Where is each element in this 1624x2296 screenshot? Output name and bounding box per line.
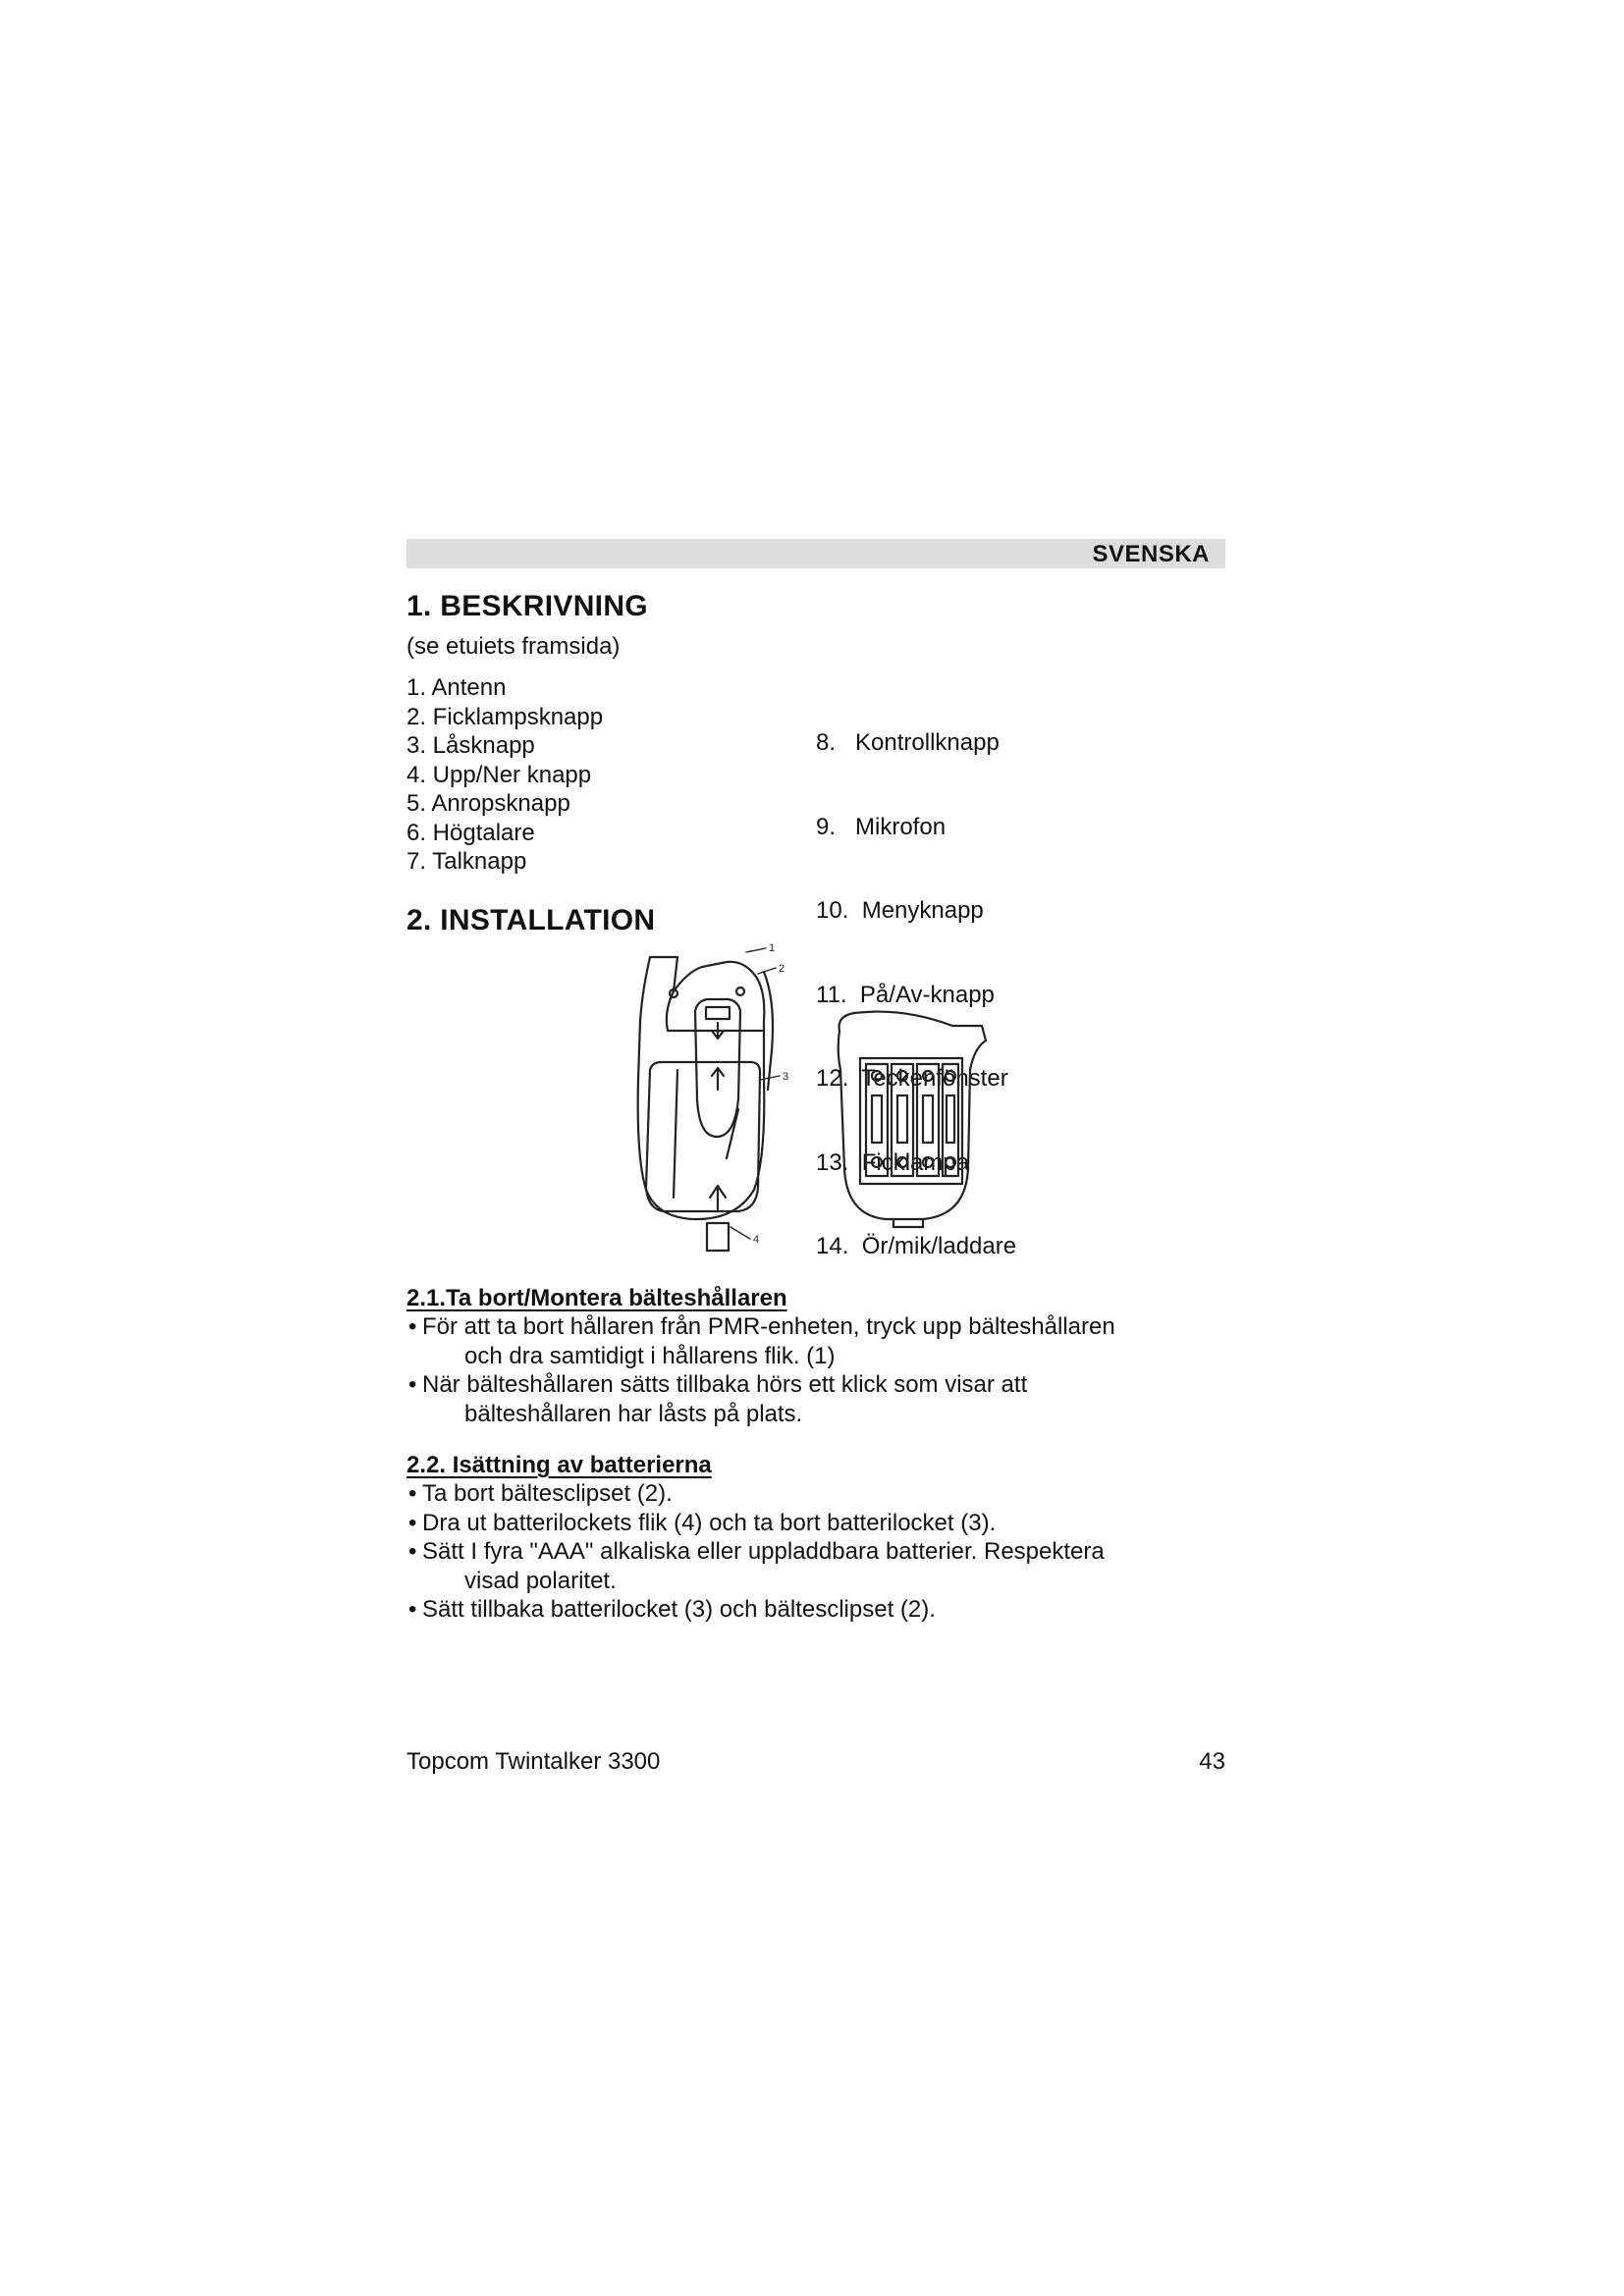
- footer-product: Topcom Twintalker 3300: [406, 1748, 661, 1775]
- subsection-2-1-list: [406, 1312, 1221, 1428]
- parts-list-left: [406, 673, 603, 877]
- list-item: 7. Talknapp: [406, 848, 527, 875]
- list-item: 1. Antenn: [406, 674, 507, 701]
- list-item: 8. Kontrollknapp: [816, 729, 1000, 756]
- list-item: 4. Upp/Ner knapp: [406, 761, 592, 788]
- figure-label-4: 4: [753, 1234, 760, 1246]
- language-bar: [406, 539, 1225, 568]
- bullet-text: Sätt tillbaka batterilocket (3) och bältesclipset (2).: [422, 1596, 936, 1623]
- list-item: 9. Mikrofon: [816, 813, 947, 840]
- bullet-text-continued: och dra samtidigt i hållarens flik. (1): [464, 1342, 836, 1369]
- list-item: [406, 1312, 1221, 1370]
- list-item: 5. Anropsknapp: [406, 790, 570, 817]
- list-item: 10. Menyknapp: [816, 897, 984, 924]
- list-item: 6. Högtalare: [406, 819, 535, 846]
- figure-label-3: 3: [783, 1071, 789, 1083]
- bullet-text: Sätt I fyra "AAA" alkaliska eller uppladdbara batterier. Respektera: [422, 1538, 1105, 1565]
- section-1-subtitle: (se etuiets framsida): [406, 633, 621, 660]
- figure-label-1: 1: [769, 942, 776, 954]
- list-item: [406, 1479, 1221, 1509]
- list-item: [406, 1537, 1221, 1595]
- list-item: 12. Teckenfönster: [816, 1065, 1008, 1092]
- list-item: [406, 1595, 1221, 1625]
- bullet-text: Ta bort bältesclipset (2).: [422, 1480, 673, 1507]
- page-number: 43: [1199, 1748, 1225, 1775]
- subsection-2-2-heading: 2.2. Isättning av batterierna: [406, 1452, 712, 1478]
- list-item: 11. På/Av-knapp: [816, 981, 995, 1008]
- section-2-heading: 2. INSTALLATION: [406, 904, 656, 936]
- list-item: [406, 1370, 1221, 1428]
- bullet-text: För att ta bort hållaren från PMR-enheten, tryck upp bälteshållaren: [422, 1313, 1115, 1340]
- figure-label-2: 2: [779, 963, 785, 975]
- section-1-heading: 1. BESKRIVNING: [406, 590, 648, 622]
- list-item: 2. Ficklampsknapp: [406, 703, 604, 730]
- subsection-2-1-heading: 2.1.Ta bort/Montera bälteshållaren: [406, 1285, 787, 1311]
- list-item: 3. Låsknapp: [406, 732, 535, 759]
- subsection-2-2-list: [406, 1479, 1221, 1625]
- list-item: 14. Ör/mik/laddare: [816, 1233, 1017, 1259]
- list-item: [406, 1509, 1221, 1538]
- bullet-text: Dra ut batterilockets flik (4) och ta bort batterilocket (3).: [422, 1509, 997, 1536]
- bullet-text: När bälteshållaren sätts tillbaka hörs ett klick som visar att: [422, 1371, 1028, 1398]
- bullet-text-continued: bälteshållaren har låsts på plats.: [464, 1400, 803, 1427]
- language-label: SVENSKA: [1092, 541, 1210, 567]
- list-item: 13. Ficklampa: [816, 1148, 970, 1176]
- bullet-text-continued: visad polaritet.: [464, 1567, 617, 1594]
- installation-illustration: [628, 933, 1021, 1256]
